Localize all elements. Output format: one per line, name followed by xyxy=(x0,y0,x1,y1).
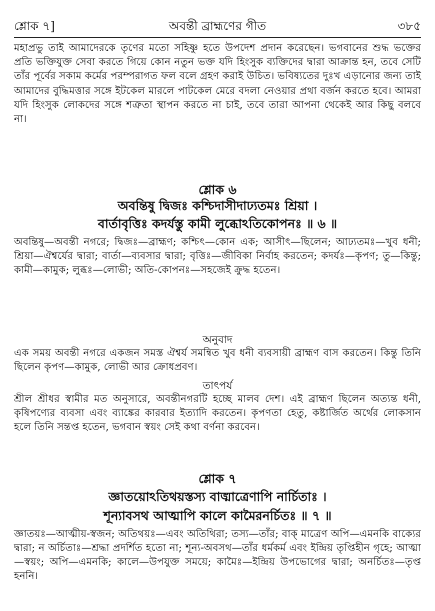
verse6-line1: অবন্তিষু দ্বিজঃ কশ্চিদাসীদাঢ্যতমঃ শ্রিয়া । xyxy=(117,198,318,213)
verse7-synonyms: জ্ঞাতয়ঃ—আত্মীয়-স্বজন; অতিথয়ঃ—এবং অতিথিরা; তস্য—তাঁর; বাক্ মাত্রেণ অপি—এমনকি বাক্যের দ্বারা; ন অর্চিতাঃ—শ্রদ্ধা প্রদর্শিত হতো না; শূন্য-অবসথ—তাঁর ধর্মকর্ম এবং ইন্দ্রিয় তৃপ্তিহীন গৃহে; আত্মা—স্বয়ং; অপি—এমনকি; কালে—উপযুক্ত সময়ে; কামৈঃ—ইন্দ্রিয় উপভোগের দ্বারা; অনর্চিতঃ—তৃপ্ত হননি। xyxy=(14,529,421,582)
top-paragraph: মহাপ্রভু তাই আমাদেরকে তৃণের মতো সহিষ্ণু হতে উপদেশ প্রদান করেছেন। ভগবানের শুদ্ধ ভক্তের প্রতি ভক্তিযুক্ত সেবা করতে গিয়ে কোন নতুন ভক্ত যদি হিংসুক ব্যক্তিদের দ্বারা আক্রান্ত হন, তবে সেটি তাঁর পূর্বের সকাম কর্মের পরম্পরাগত ফল বলে গ্রহণ করাই উচিত। ভবিষ্যতের দুঃখ এড়ানোর জন্য তাই আমাদের বুদ্ধিমত্তার সঙ্গে ইটকেল মারলে পাটকেল মেরে বদলা নেওয়ার প্রথা বর্জন করতে হবে। আমরা যদি হিংসুক লোকদের সঙ্গে শত্রুতা স্থাপন করতে না চাই, তবে তারা আপনা থেকেই আর কিছু বলবে না। xyxy=(14,43,421,126)
verse6-purport: শ্রীল শ্রীধর স্বামীর মত অনুসারে, অবন্তীনগরটি হচ্ছে মালব দেশ। এই ব্রাহ্মণ ছিলেন অত্যন্ত ধনী, কৃষিপণ্যের ব্যবসা এবং ব্যাঙ্কের কারবার ইত্যাদি করতেন। কৃপণতা হেতু, কষ্টার্জিত অর্থের লোকসান হলে তিনি সন্তপ্ত হতেন, ভগবান স্বয়ং সেই কথা বর্ণনা করবেন। xyxy=(14,394,421,434)
header-divider xyxy=(14,37,421,38)
verse6-purport-heading: তাৎপর্য xyxy=(202,380,233,392)
verse6-translation: এক সময় অবন্তী নগরে একজন সমস্ত ঐশ্বর্য সমন্বিত খুব ধনী ব্যবসায়ী ব্রাহ্মণ বাস করতেন। কিন্তু তিনি ছিলেন কৃপণ—কামুক, লোভী আর ক্রোধপ্রবণ। xyxy=(14,348,421,374)
running-header xyxy=(14,18,421,36)
verse7-title: শ্লোক ৭ xyxy=(198,471,237,486)
verse6-line2: বার্তাবৃত্তিঃ কদর্যস্তু কামী লুব্ধোঽতিকোপনঃ ॥ ৬ ॥ xyxy=(97,216,338,231)
verse7-line1: জ্ঞাতয়োঽতিথয়স্তস্য বাঙ্মাত্রেণাপি নার্চিতাঃ । xyxy=(108,489,327,504)
verse6-translation-heading: অনুবাদ xyxy=(202,334,233,346)
verse7-line2: শূন্যাবসথ আত্মাপি কালে কামৈরনর্চিতঃ ॥ ৭ ॥ xyxy=(103,508,332,523)
verse6-title: শ্লোক ৬ xyxy=(198,182,237,197)
header-page-number: ৩৮৫ xyxy=(397,19,421,33)
header-verse-ref: শ্লোক ৭] xyxy=(14,19,55,33)
verse6-synonyms: অবন্তিষু—অবন্তী নগরে; দ্বিজঃ—ব্রাহ্মণ; কশ্চিৎ—কোন এক; আসীৎ—ছিলেন; আঢ্যতমঃ—খুব ধনী; শ্রিয়া—ঐশ্বর্যের দ্বারা; বার্তা—ব্যবসার দ্বারা; বৃত্তিঃ—জীবিকা নির্বাহ করতেন; কদর্যঃ—কৃপণ; তু—কিন্তু; কামী—কামুক; লুব্ধঃ—লোভী; অতি-কোপনঃ—সহজেই ক্রুদ্ধ হতেন। xyxy=(14,237,421,276)
header-title: অবন্তী ব্রাহ্মণের গীত xyxy=(168,19,267,33)
